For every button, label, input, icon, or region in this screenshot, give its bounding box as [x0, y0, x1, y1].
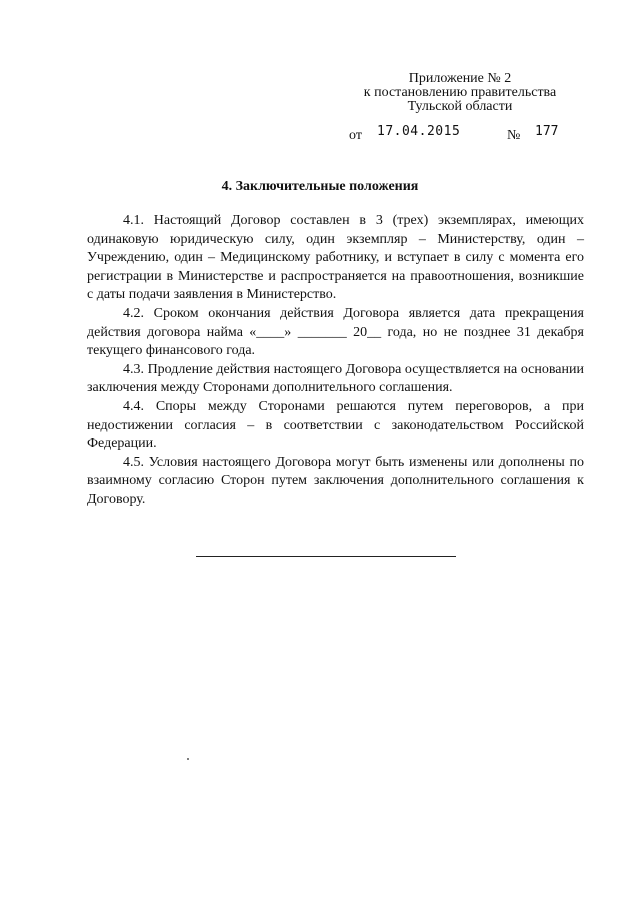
- end-separator-line: [196, 556, 456, 557]
- clause-4-5: 4.5. Условия настоящего Договора могут быть изменены или дополнены по взаимному согласию Сторон путем заключения дополнительного соглашения к Договору.: [87, 454, 584, 507]
- document-date: 17.04.2015: [377, 124, 461, 139]
- clause-4-4: 4.4. Споры между Сторонами решаются путем переговоров, а при недостижении согласия – в соответствии с законодательством Российской Федерации.: [87, 398, 584, 452]
- appendix-header: [330, 72, 590, 114]
- appendix-region: Тульской области: [407, 99, 513, 114]
- document-date-line: [349, 124, 589, 146]
- document-number: 177: [535, 124, 559, 139]
- appendix-reference: к постановлению правительства: [363, 85, 557, 100]
- clause-4-3: 4.3. Продление действия настоящего Договора осуществляется на основании заключения между Сторонами дополнительного соглашения.: [87, 361, 584, 396]
- stray-dot: [187, 758, 189, 760]
- number-sign: №: [507, 128, 521, 143]
- section-title: 4. Заключительные положения: [221, 179, 419, 194]
- section-body: [87, 212, 584, 510]
- date-prefix: от: [349, 128, 362, 143]
- appendix-number: Приложение № 2: [408, 71, 512, 86]
- clause-4-2: 4.2. Сроком окончания действия Договора является дата прекращения действия договора найма «____» _______ 20__ года, но не позднее 31 декабря текущего финансового года.: [87, 305, 584, 359]
- clause-4-1: 4.1. Настоящий Договор составлен в 3 (трех) экземплярах, имеющих одинаковую юридическую силу, один экземпляр – Министерству, один – Учреждению, один – Медицинскому работнику, и вступает в силу с момента его регистрации в Министерстве и распространяется на правоотношения, возникшие с даты подачи заявления в Министерство.: [87, 213, 584, 303]
